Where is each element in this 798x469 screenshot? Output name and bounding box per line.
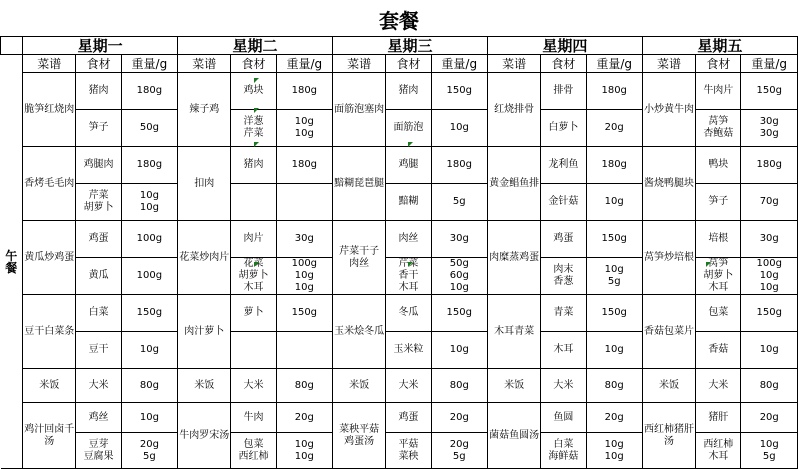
dish-name: 黄金鲳鱼排: [487, 147, 540, 221]
dish-header: 菜谱: [23, 55, 76, 73]
weight: 20g: [431, 403, 487, 433]
day-header: 星期四: [487, 37, 642, 55]
ingredient: 猪肉: [231, 147, 276, 184]
weight: 180g: [276, 73, 332, 110]
ingredient: 大米: [541, 369, 586, 403]
day-header-row: [1, 37, 798, 55]
ingredient: 花菜 胡萝卜 木耳: [231, 258, 276, 295]
ingredient-header: 食材: [76, 55, 121, 73]
ingredient: 白菜: [76, 295, 121, 332]
sheet-title: 套餐: [379, 9, 419, 33]
ingredient: 洋葱 芹菜: [231, 110, 276, 147]
ingredient: 包菜 西红柿: [231, 433, 276, 469]
ingredient: 鸭块: [696, 147, 741, 184]
weight: 70g: [741, 184, 798, 221]
ingredient: 面筋泡: [386, 110, 431, 147]
dish-name: 菌菇鱼圆汤: [487, 403, 540, 469]
menu-table: [0, 36, 798, 469]
weight: 10g: [121, 332, 177, 369]
dish-name: 扣肉: [178, 147, 231, 221]
dish-name: 小炒黄牛肉: [642, 73, 695, 147]
dish-name: 米饭: [178, 369, 231, 403]
weight: 10g: [586, 332, 642, 369]
cell-note-marker: [408, 262, 413, 267]
weight: 10g: [586, 184, 642, 221]
dish-name: 肉汁萝卜: [178, 295, 231, 369]
ingredient: 大米: [696, 369, 741, 403]
weight: 100g 10g 10g: [741, 258, 798, 295]
weight: 5g: [431, 184, 487, 221]
ingredient: 大米: [231, 369, 276, 403]
dish-name: 面筋泡塞肉: [333, 73, 386, 147]
weight: 30g 30g: [741, 110, 798, 147]
ingredient: 莴笋 杏鲍菇: [696, 110, 741, 147]
weight-header: 重量/g: [121, 55, 177, 73]
weight: 20g 5g: [431, 433, 487, 469]
dish-name: 红烧排骨: [487, 73, 540, 147]
weight: 180g: [276, 147, 332, 184]
dish-name: 菜秧平菇 鸡蛋汤: [333, 403, 386, 469]
weight: 20g: [586, 110, 642, 147]
weight: 10g 10g: [121, 184, 177, 221]
weight: 80g: [431, 369, 487, 403]
weight: 150g: [431, 73, 487, 110]
weight-header: 重量/g: [276, 55, 332, 73]
weight: 180g: [586, 147, 642, 184]
dish-name: 花菜炒肉片: [178, 221, 231, 295]
dish-name: 香烤毛毛肉: [23, 147, 76, 221]
ingredient: 牛肉片: [696, 73, 741, 110]
day-header: 星期二: [178, 37, 333, 55]
weight: 150g: [741, 295, 798, 332]
dish-name: 木耳青菜: [487, 295, 540, 369]
ingredient: 鸡蛋: [386, 403, 431, 433]
weight: 180g: [586, 73, 642, 110]
ingredient: 萝卜: [231, 295, 276, 332]
soup-row: [1, 403, 798, 433]
ingredient: 笋子: [696, 184, 741, 221]
dish-name: 西红柿猪肝 汤: [642, 403, 695, 469]
weight: 10g: [121, 403, 177, 433]
weight: 180g: [431, 147, 487, 184]
dish-name: 脆笋红烧肉: [23, 73, 76, 147]
ingredient: 鸡腿: [386, 147, 431, 184]
weight: 80g: [741, 369, 798, 403]
weight: 80g: [276, 369, 332, 403]
weight: 30g: [276, 221, 332, 258]
dish-name: 肉糜蒸鸡蛋: [487, 221, 540, 295]
ingredient: 鸡蛋: [76, 221, 121, 258]
dish-name: 鸡汁回卤千 汤: [23, 403, 76, 469]
weight: 50g: [121, 110, 177, 147]
corner-cell: [1, 37, 23, 55]
menu-row: [1, 73, 798, 110]
weight: 30g: [741, 221, 798, 258]
ingredient: 龙利鱼: [541, 147, 586, 184]
dish-name: 米饭: [23, 369, 76, 403]
ingredient: 牛肉: [231, 403, 276, 433]
dish-name: 香菇包菜片: [642, 295, 695, 369]
ingredient: [231, 332, 276, 369]
ingredient: 鸡蛋: [541, 221, 586, 258]
ingredient: 鸡腿肉: [76, 147, 121, 184]
ingredient: 大米: [386, 369, 431, 403]
ingredient: 黄瓜: [76, 258, 121, 295]
cell-note-marker: [254, 78, 259, 83]
dish-header: 菜谱: [487, 55, 540, 73]
ingredient: 肉末 香葱: [541, 258, 586, 295]
weight: 180g: [741, 147, 798, 184]
ingredient: 肉丝: [386, 221, 431, 258]
cell-note-marker: [254, 262, 259, 267]
ingredient: 猪肉: [76, 73, 121, 110]
dish-name: 米饭: [333, 369, 386, 403]
weight-header: 重量/g: [586, 55, 642, 73]
ingredient: 鱼圆: [541, 403, 586, 433]
ingredient: 豆干: [76, 332, 121, 369]
cell-note-marker: [254, 108, 259, 113]
dish-name: 黯糊琵琶腿: [333, 147, 386, 221]
weight: 100g 10g 10g: [276, 258, 332, 295]
dish-name: 酱烧鸭腿块: [642, 147, 695, 221]
cell-note-marker: [706, 262, 711, 267]
ingredient: 排骨: [541, 73, 586, 110]
dish-name: 牛肉罗宋汤: [178, 403, 231, 469]
weight: 150g: [586, 221, 642, 258]
weight: 150g: [121, 295, 177, 332]
ingredient: [231, 184, 276, 221]
ingredient: 培根: [696, 221, 741, 258]
ingredient: 猪肝: [696, 403, 741, 433]
weight: 150g: [741, 73, 798, 110]
ingredient: 西红柿 木耳: [696, 433, 741, 469]
menu-row: [1, 221, 798, 258]
weight: 150g: [276, 295, 332, 332]
cell-note-marker: [408, 142, 413, 147]
ingredient: 鸡块: [231, 73, 276, 110]
ingredient-header: 食材: [231, 55, 276, 73]
day-header: 星期三: [333, 37, 488, 55]
ingredient: 莴笋 胡萝卜 木耳: [696, 258, 741, 295]
dish-name: 莴笋炒培根: [642, 221, 695, 295]
weight: 150g: [431, 295, 487, 332]
ingredient: 木耳: [541, 332, 586, 369]
ingredient: 鸡丝: [76, 403, 121, 433]
ingredient-header: 食材: [386, 55, 431, 73]
weight: 180g: [121, 147, 177, 184]
dish-name: 豆干白菜条: [23, 295, 76, 369]
rice-row: [1, 369, 798, 403]
dish-name: 米饭: [487, 369, 540, 403]
ingredient: 白菜 海鲜菇: [541, 433, 586, 469]
weight-header: 重量/g: [741, 55, 798, 73]
weight: 20g: [741, 403, 798, 433]
weight: 180g: [121, 73, 177, 110]
weight-header: 重量/g: [431, 55, 487, 73]
ingredient: 肉片: [231, 221, 276, 258]
weight: 10g 10g: [586, 433, 642, 469]
dish-header: 菜谱: [333, 55, 386, 73]
ingredient: 大米: [76, 369, 121, 403]
dish-header: 菜谱: [178, 55, 231, 73]
weight: 20g 5g: [121, 433, 177, 469]
weight: 10g: [431, 332, 487, 369]
ingredient: 金针菇: [541, 184, 586, 221]
ingredient: 冬瓜: [386, 295, 431, 332]
dish-name: 黄瓜炒鸡蛋: [23, 221, 76, 295]
weight: [276, 332, 332, 369]
meal-label: 午餐: [1, 55, 23, 469]
weight: 10g 5g: [586, 258, 642, 295]
weight: 50g 60g 10g: [431, 258, 487, 295]
ingredient: 平菇 菜秧: [386, 433, 431, 469]
ingredient: 豆芽 豆腐果: [76, 433, 121, 469]
dish-name: 米饭: [642, 369, 695, 403]
menu-row: [1, 295, 798, 332]
ingredient: 黯糊: [386, 184, 431, 221]
weight: 20g: [586, 403, 642, 433]
weight: 30g: [431, 221, 487, 258]
menu-row: [1, 147, 798, 184]
weight: 80g: [121, 369, 177, 403]
dish-name: 芹菜干子 肉丝: [333, 221, 386, 295]
day-header: 星期一: [23, 37, 178, 55]
weight: 10g 10g: [276, 433, 332, 469]
ingredient: 白萝卜: [541, 110, 586, 147]
ingredient: 芹菜 香干 木耳: [386, 258, 431, 295]
weight: 20g: [276, 403, 332, 433]
dish-name: 辣子鸡: [178, 73, 231, 147]
day-header: 星期五: [642, 37, 797, 55]
weight: 10g: [741, 332, 798, 369]
weight: 10g: [431, 110, 487, 147]
ingredient: 玉米粒: [386, 332, 431, 369]
ingredient: 青菜: [541, 295, 586, 332]
ingredient-header: 食材: [541, 55, 586, 73]
cell-note-marker: [254, 142, 259, 147]
weight: 80g: [586, 369, 642, 403]
weight: 10g 10g: [276, 110, 332, 147]
dish-name: 玉米烩冬瓜: [333, 295, 386, 369]
ingredient: 笋子: [76, 110, 121, 147]
weight: 100g: [121, 221, 177, 258]
ingredient-header: 食材: [696, 55, 741, 73]
column-header-row: [1, 55, 798, 73]
weight: 10g 5g: [741, 433, 798, 469]
ingredient: 包菜: [696, 295, 741, 332]
dish-header: 菜谱: [642, 55, 695, 73]
ingredient: 香菇: [696, 332, 741, 369]
ingredient: 芹菜 胡萝卜: [76, 184, 121, 221]
ingredient: 猪肉: [386, 73, 431, 110]
weight: 100g: [121, 258, 177, 295]
weight: 150g: [586, 295, 642, 332]
weight: [276, 184, 332, 221]
